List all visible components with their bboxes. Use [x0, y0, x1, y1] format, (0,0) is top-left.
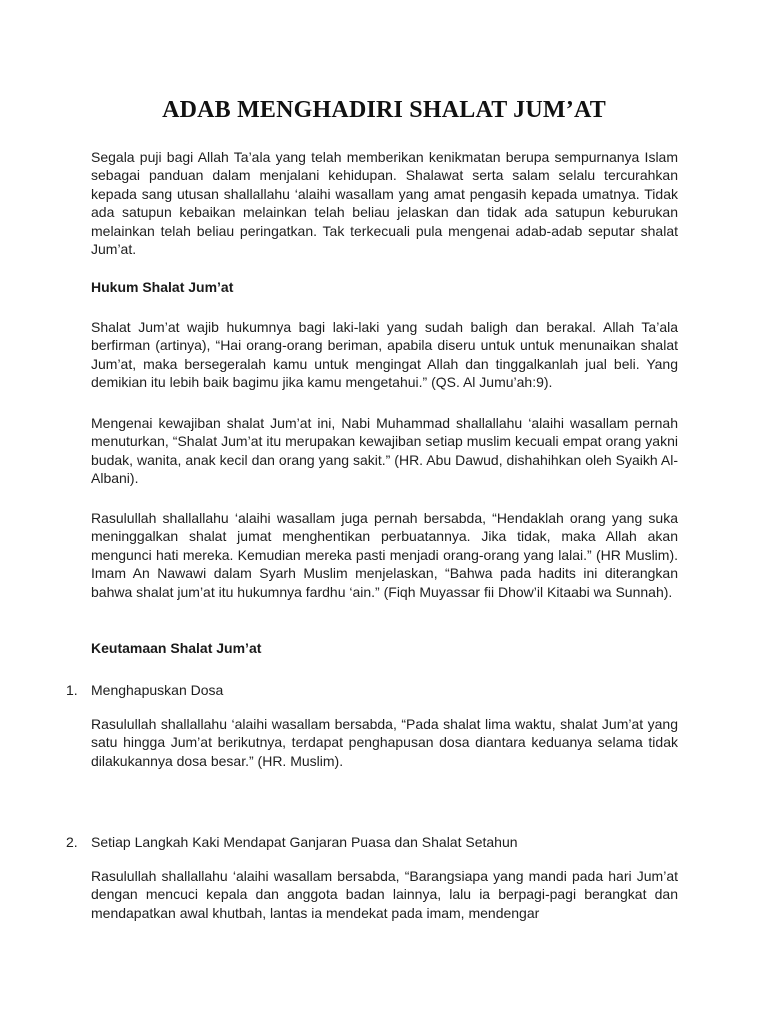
list-item-2-number: 2. [66, 834, 78, 850]
intro-paragraph: Segala puji bagi Allah Ta’ala yang telah memberikan kenikmatan berupa sempurnanya Islam sebagai panduan dalam menjalani kehidupan. Shalawat serta salam selalu tercurahkan kepada sang utusan shallallahu ‘alaihi wasallam yang amat pengasih kepada umatnya. Tidak ada satupun kebaikan melainkan telah beliau jelaskan dan tidak ada satupun keburukan melainkan telah beliau peringatkan. Tak terkecuali pula mengenai adab-adab seputar shalat Jum’at. [91, 149, 678, 258]
hukum-paragraph-3: Rasulullah shallallahu ‘alaihi wasallam juga pernah bersabda, “Hendaklah orang yang suka meninggalkan shalat jumat menghentikan perbuatannya. Jika tidak, maka Allah akan mengunci hati mereka. Kemudian mereka pasti menjadi orang-orang yang lalai.” (HR Muslim). Imam An Nawawi dalam Syarh Muslim menjelaskan, “Bahwa pada hadits ini diterangkan bahwa shalat jum’at itu hukumnya fardhu ‘ain.” (Fiqh Muyassar fii Dhow’il Kitaabi wa Sunnah). [91, 510, 678, 600]
hukum-paragraph-1: Shalat Jum’at wajib hukumnya bagi laki-laki yang sudah baligh dan berakal. Allah Ta’ala berfirman (artinya), “Hai orang-orang beriman, apabila diseru untuk untuk menunaikan shalat Jum’at, maka bersegeralah kamu untuk mengingat Allah dan tinggalkanlah jual beli. Yang demikian itu lebih baik bagimu jika kamu mengetahui.” (QS. Al Jumu’ah:9). [91, 319, 678, 391]
list-item-1-number: 1. [66, 682, 78, 698]
list-item-2-title [66, 833, 678, 851]
list-item-2-title-text: Setiap Langkah Kaki Mendapat Ganjaran Puasa dan Shalat Setahun [91, 834, 518, 850]
section-heading-keutamaan: Keutamaan Shalat Jum’at [91, 640, 262, 656]
list-item-1-paragraph: Rasulullah shallallahu ‘alaihi wasallam bersabda, “Pada shalat lima waktu, shalat Jum’at yang satu hingga Jum’at berikutnya, terdapat penghapusan dosa diantara keduanya selama tidak dilakukannya dosa besar.” (HR. Muslim). [91, 716, 678, 769]
document-title: ADAB MENGHADIRI SHALAT JUM’AT [162, 97, 606, 123]
list-item-2-paragraph: Rasulullah shallallahu ‘alaihi wasallam bersabda, “Barangsiapa yang mandi pada hari Jum’at dengan mencuci kepala dan anggota badan lainnya, lalu ia berpagi-pagi berangkat dan mendapatkan awal khutbah, lantas ia mendekat pada imam, mendengar [91, 868, 678, 921]
list-item-1-title [66, 681, 678, 699]
list-item-1-title-text: Menghapuskan Dosa [91, 682, 224, 698]
hukum-paragraph-2: Mengenai kewajiban shalat Jum’at ini, Nabi Muhammad shallallahu ‘alaihi wasallam pernah menuturkan, “Shalat Jum’at itu merupakan kewajiban setiap muslim kecuali empat orang yakni budak, wanita, anak kecil dan orang yang sakit.” (HR. Abu Dawud, dishahihkan oleh Syaikh Al-Albani). [91, 415, 678, 487]
section-heading-hukum: Hukum Shalat Jum’at [91, 279, 234, 295]
